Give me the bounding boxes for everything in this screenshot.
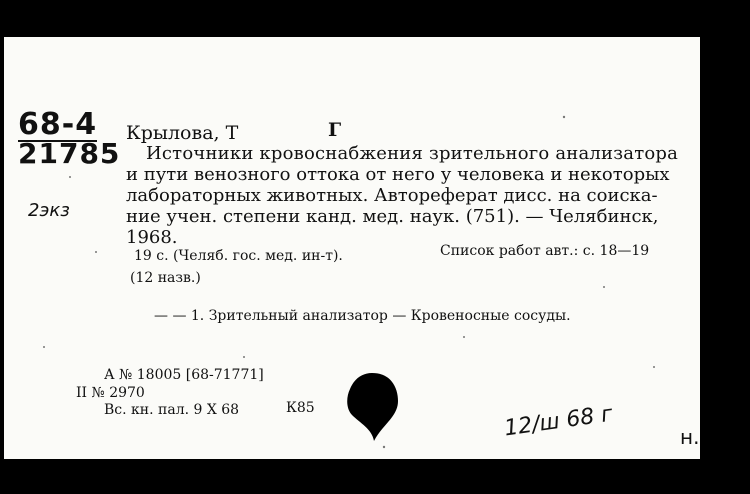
physical-description: 19 с. (Челяб. гос. мед. ин-т). [134, 248, 343, 264]
title-line-5: 1968. [126, 227, 178, 248]
copies-note: 2экз [28, 200, 70, 221]
bibliography-count: (12 назв.) [130, 270, 201, 286]
scan-border-bottom [0, 459, 750, 494]
call-number-line1: 68-4 [18, 107, 98, 142]
title-line-1: Источники кровоснабжения зрительного анализатора [146, 143, 679, 164]
accession-date: Вс. кн. пал. 9 X 68 [104, 402, 240, 418]
author-name: Крылова, Т [126, 122, 239, 144]
title-line-2: и пути венозного оттока от него у человека и некоторых [126, 164, 670, 185]
title-line-3: лабораторных животных. Автореферат дисс. на соиска- [126, 185, 658, 206]
author-initial: Г [328, 119, 342, 141]
handwritten-annotation: 12/ш 68 г [502, 401, 615, 442]
call-number-line2: 21785 [18, 137, 121, 170]
shelf-code: К85 [286, 400, 315, 416]
accession-a: А № 18005 [68-71771] [104, 367, 264, 383]
catalog-card [4, 37, 700, 459]
subject-heading: — — 1. Зрительный анализатор — Кровеносные сосуды. [154, 308, 571, 324]
scan-noise [4, 37, 700, 459]
title-line-4: ние учен. степени канд. мед. наук. (751). — Челябинск, [126, 206, 659, 227]
accession-ii: II № 2970 [76, 385, 145, 401]
handwritten-edge-mark: н. [680, 425, 700, 449]
bibliography-note: Список работ авт.: с. 18—19 [440, 243, 650, 259]
scan-border-right [700, 0, 750, 494]
